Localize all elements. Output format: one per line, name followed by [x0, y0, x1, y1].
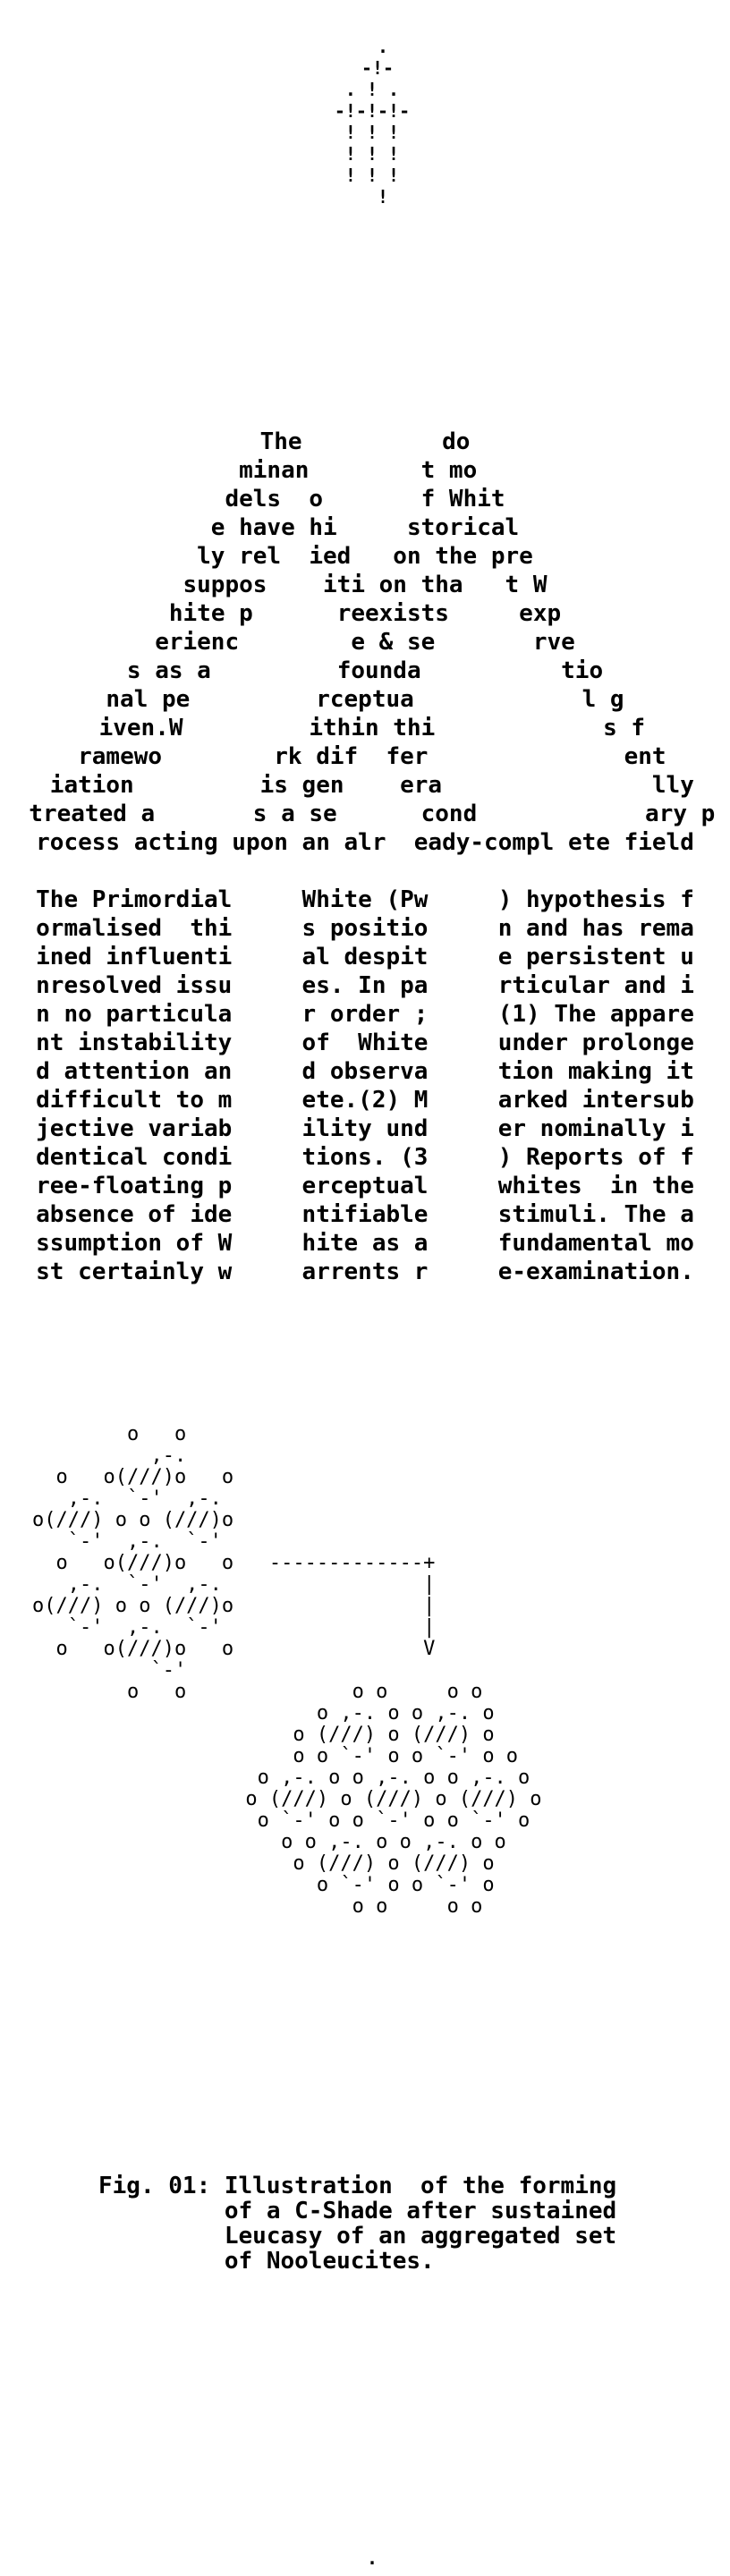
- three-column-text: The Primordial White (Pw ) hypothesis f ormalised thi s positio n and has rema ined influenti al despit e persistent u nresolved issu es. In pa rticular and i n no particula r order ; (1) The appare nt instability of White under prolonge d attention an d observa tion making it difficult to m ete.(2) M arked intersub jective variab ility und er nominally i dentical condi tions. (3 ) Reports of f ree-floating p erceptual whites in the absence of ide ntifiable stimuli. The a ssumption of W hite as a fundamental mo st certainly w arrents r e-examination.: [36, 886, 694, 1285]
- bottom-dot: .: [366, 2547, 378, 2569]
- top-ornament: . -!- . ! . -!-!-!- ! ! ! ! ! ! ! ! ! !: [334, 36, 411, 208]
- nooleucite-diagram: o o ,-. o o(///)o o ,-. `-' ,-. o(///) o o (///)o `-' ,-. `-' o o(///)o o -------------+ ,-. `-' ,-. | o(///) o o (///)o | `-' ,-. `-' | o o(///)o o V `-' o o o o o o o ,-. o o ,-. o o (///) o (///) o o o `-' o o `-' o o o ,-. o o ,-. o o ,-. o o (///) o (///) o (///) o o `-' o o `-' o o `-' o o o ,-. o o ,-. o o o (///) o (///) o o `-' o o `-' o o o o o: [32, 1423, 542, 1918]
- intro-triangle-text: The do minan t mo dels o f Whit e have hi storical ly rel ied on the pre suppos iti on tha t W hite p reexists exp erienc e & se rve s as a founda tio nal pe rceptua l g iven.W ithin thi s f ramewo rk dif fer ent iation is gen era lly treated a s a se cond ary p rocess acting upon an alr eady-compl ete field: [29, 428, 716, 856]
- figure-caption: Fig. 01: Illustration of the forming of a C-Shade after sustained Leucasy of an aggregated set of Nooleucites.: [98, 2173, 617, 2275]
